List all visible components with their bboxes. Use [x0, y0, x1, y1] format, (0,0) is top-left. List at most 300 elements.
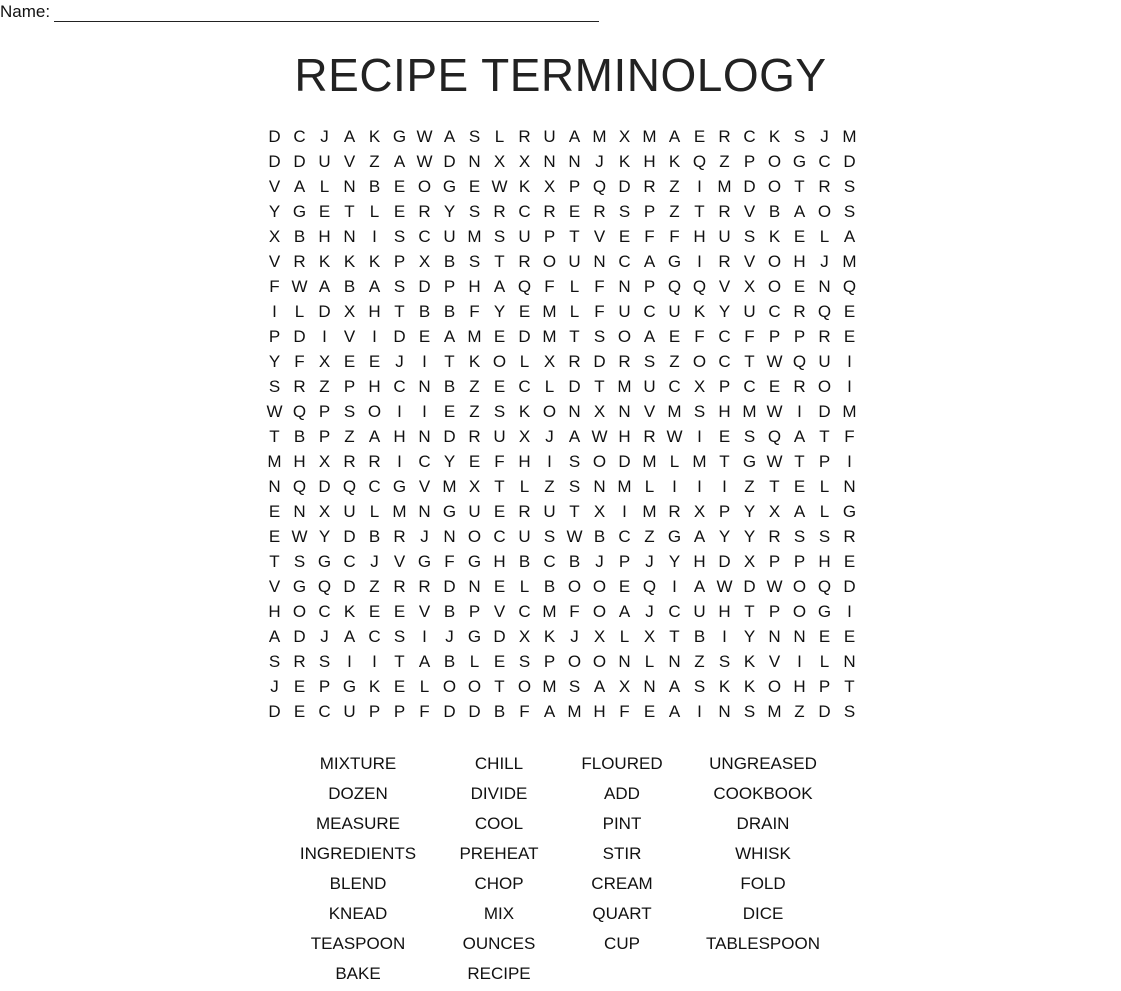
grid-letter[interactable]: J: [270, 677, 279, 696]
grid-letter[interactable]: Q: [792, 352, 807, 371]
grid-letter[interactable]: W: [591, 427, 608, 446]
grid-letter[interactable]: P: [793, 327, 806, 346]
grid-letter[interactable]: T: [394, 302, 405, 321]
grid-letter[interactable]: X: [318, 452, 331, 471]
grid-letter[interactable]: U: [543, 127, 556, 146]
grid-letter[interactable]: M: [442, 477, 457, 496]
grid-letter[interactable]: S: [693, 402, 706, 421]
grid-letter[interactable]: U: [518, 527, 531, 546]
grid-letter[interactable]: T: [769, 477, 780, 496]
grid-letter[interactable]: L: [419, 677, 430, 696]
grid-letter[interactable]: V: [743, 202, 756, 221]
grid-letter[interactable]: S: [393, 227, 406, 246]
grid-letter[interactable]: B: [543, 577, 556, 596]
grid-letter[interactable]: O: [292, 602, 307, 621]
grid-letter[interactable]: T: [444, 352, 455, 371]
grid-letter[interactable]: M: [467, 327, 482, 346]
grid-letter[interactable]: C: [393, 377, 406, 396]
grid-letter[interactable]: Q: [817, 302, 832, 321]
grid-letter[interactable]: R: [493, 202, 506, 221]
grid-letter[interactable]: O: [617, 327, 632, 346]
grid-letter[interactable]: T: [569, 502, 580, 521]
grid-letter[interactable]: L: [519, 577, 530, 596]
grid-letter[interactable]: L: [819, 227, 830, 246]
grid-letter[interactable]: J: [820, 252, 829, 271]
grid-letter[interactable]: Z: [669, 352, 680, 371]
grid-letter[interactable]: T: [569, 327, 580, 346]
grid-letter[interactable]: W: [766, 577, 783, 596]
grid-letter[interactable]: H: [493, 552, 506, 571]
grid-letter[interactable]: T: [794, 177, 805, 196]
grid-letter[interactable]: L: [294, 302, 305, 321]
grid-letter[interactable]: H: [618, 427, 631, 446]
grid-letter[interactable]: P: [543, 227, 556, 246]
grid-letter[interactable]: O: [417, 177, 432, 196]
grid-letter[interactable]: B: [443, 652, 456, 671]
grid-letter[interactable]: Q: [842, 277, 857, 296]
grid-letter[interactable]: F: [644, 227, 655, 246]
grid-letter[interactable]: F: [294, 352, 305, 371]
grid-letter[interactable]: A: [568, 127, 581, 146]
grid-letter[interactable]: Z: [644, 527, 655, 546]
grid-letter[interactable]: D: [443, 427, 456, 446]
grid-letter[interactable]: X: [618, 677, 631, 696]
grid-letter[interactable]: E: [493, 502, 506, 521]
grid-letter[interactable]: V: [418, 602, 431, 621]
grid-letter[interactable]: W: [766, 352, 783, 371]
grid-letter[interactable]: D: [593, 352, 606, 371]
grid-letter[interactable]: V: [718, 277, 731, 296]
grid-letter[interactable]: V: [768, 652, 781, 671]
grid-letter[interactable]: P: [268, 327, 281, 346]
grid-letter[interactable]: I: [422, 352, 427, 371]
grid-letter[interactable]: O: [492, 352, 507, 371]
grid-letter[interactable]: B: [593, 527, 606, 546]
grid-letter[interactable]: P: [543, 652, 556, 671]
grid-letter[interactable]: I: [697, 427, 702, 446]
grid-letter[interactable]: W: [291, 277, 308, 296]
grid-letter[interactable]: R: [718, 202, 731, 221]
grid-letter[interactable]: V: [393, 552, 406, 571]
grid-letter[interactable]: T: [744, 352, 755, 371]
grid-letter[interactable]: S: [468, 202, 481, 221]
grid-letter[interactable]: T: [794, 452, 805, 471]
grid-letter[interactable]: N: [618, 277, 631, 296]
grid-letter[interactable]: E: [418, 327, 431, 346]
grid-letter[interactable]: N: [468, 577, 481, 596]
grid-letter[interactable]: R: [518, 502, 531, 521]
grid-letter[interactable]: C: [343, 552, 356, 571]
grid-letter[interactable]: U: [618, 302, 631, 321]
grid-letter[interactable]: D: [743, 577, 756, 596]
grid-letter[interactable]: E: [443, 402, 456, 421]
grid-letter[interactable]: W: [416, 152, 433, 171]
grid-letter[interactable]: J: [820, 127, 829, 146]
grid-letter[interactable]: Z: [669, 202, 680, 221]
grid-letter[interactable]: T: [844, 677, 855, 696]
grid-letter[interactable]: W: [666, 427, 683, 446]
grid-letter[interactable]: I: [372, 652, 377, 671]
grid-letter[interactable]: Z: [344, 427, 355, 446]
grid-letter[interactable]: P: [793, 552, 806, 571]
grid-letter[interactable]: U: [718, 227, 731, 246]
grid-letter[interactable]: P: [318, 677, 331, 696]
grid-letter[interactable]: M: [542, 327, 557, 346]
grid-letter[interactable]: C: [718, 327, 731, 346]
grid-letter[interactable]: P: [768, 552, 781, 571]
grid-letter[interactable]: V: [268, 252, 281, 271]
grid-letter[interactable]: G: [667, 252, 682, 271]
grid-letter[interactable]: R: [568, 352, 581, 371]
grid-letter[interactable]: F: [744, 327, 755, 346]
grid-letter[interactable]: E: [518, 302, 531, 321]
grid-letter[interactable]: F: [469, 302, 480, 321]
grid-letter[interactable]: N: [568, 402, 581, 421]
grid-letter[interactable]: B: [443, 602, 456, 621]
grid-letter[interactable]: K: [368, 677, 381, 696]
grid-letter[interactable]: A: [693, 577, 706, 596]
grid-letter[interactable]: A: [443, 327, 456, 346]
grid-letter[interactable]: M: [617, 377, 632, 396]
grid-letter[interactable]: R: [393, 527, 406, 546]
grid-letter[interactable]: M: [567, 702, 582, 721]
grid-letter[interactable]: A: [793, 427, 806, 446]
grid-letter[interactable]: I: [272, 302, 277, 321]
grid-letter[interactable]: N: [843, 477, 856, 496]
grid-letter[interactable]: O: [767, 152, 782, 171]
grid-letter[interactable]: L: [819, 502, 830, 521]
grid-letter[interactable]: R: [543, 202, 556, 221]
grid-letter[interactable]: K: [768, 227, 781, 246]
grid-letter[interactable]: D: [293, 152, 306, 171]
grid-letter[interactable]: J: [320, 627, 329, 646]
grid-letter[interactable]: E: [843, 327, 856, 346]
grid-letter[interactable]: A: [393, 152, 406, 171]
grid-letter[interactable]: Y: [743, 627, 756, 646]
grid-letter[interactable]: P: [643, 202, 656, 221]
grid-letter[interactable]: J: [645, 552, 654, 571]
grid-letter[interactable]: F: [669, 227, 680, 246]
grid-letter[interactable]: K: [518, 402, 531, 421]
grid-letter[interactable]: G: [292, 202, 307, 221]
grid-letter[interactable]: I: [372, 327, 377, 346]
grid-letter[interactable]: J: [320, 127, 329, 146]
grid-letter[interactable]: P: [718, 502, 731, 521]
grid-letter[interactable]: Q: [817, 577, 832, 596]
grid-letter[interactable]: B: [418, 302, 431, 321]
grid-letter[interactable]: L: [519, 477, 530, 496]
grid-letter[interactable]: Z: [744, 477, 755, 496]
grid-letter[interactable]: E: [843, 302, 856, 321]
grid-letter[interactable]: R: [518, 127, 531, 146]
grid-letter[interactable]: X: [418, 252, 431, 271]
grid-letter[interactable]: D: [518, 327, 531, 346]
grid-letter[interactable]: A: [693, 527, 706, 546]
grid-letter[interactable]: N: [593, 477, 606, 496]
grid-letter[interactable]: N: [593, 252, 606, 271]
grid-letter[interactable]: U: [543, 502, 556, 521]
grid-letter[interactable]: X: [543, 177, 556, 196]
grid-letter[interactable]: J: [645, 602, 654, 621]
grid-letter[interactable]: O: [767, 277, 782, 296]
grid-letter[interactable]: V: [418, 477, 431, 496]
grid-letter[interactable]: Z: [719, 152, 730, 171]
grid-letter[interactable]: A: [368, 427, 381, 446]
grid-letter[interactable]: L: [569, 302, 580, 321]
grid-letter[interactable]: E: [568, 202, 581, 221]
grid-letter[interactable]: S: [393, 277, 406, 296]
grid-letter[interactable]: X: [493, 152, 506, 171]
grid-letter[interactable]: R: [518, 252, 531, 271]
grid-letter[interactable]: N: [293, 502, 306, 521]
grid-letter[interactable]: D: [293, 327, 306, 346]
grid-letter[interactable]: E: [368, 602, 381, 621]
grid-letter[interactable]: M: [392, 502, 407, 521]
grid-letter[interactable]: H: [293, 452, 306, 471]
grid-letter[interactable]: E: [268, 502, 281, 521]
grid-letter[interactable]: S: [468, 127, 481, 146]
grid-letter[interactable]: U: [518, 227, 531, 246]
grid-letter[interactable]: T: [394, 652, 405, 671]
grid-letter[interactable]: U: [443, 227, 456, 246]
grid-letter[interactable]: O: [592, 602, 607, 621]
grid-letter[interactable]: L: [369, 502, 380, 521]
grid-letter[interactable]: U: [343, 502, 356, 521]
grid-letter[interactable]: Y: [443, 452, 456, 471]
grid-letter[interactable]: I: [547, 452, 552, 471]
grid-letter[interactable]: I: [622, 502, 627, 521]
grid-letter[interactable]: E: [793, 477, 806, 496]
grid-letter[interactable]: Q: [317, 577, 332, 596]
grid-letter[interactable]: M: [642, 502, 657, 521]
grid-letter[interactable]: G: [792, 152, 807, 171]
grid-letter[interactable]: Z: [794, 702, 805, 721]
grid-letter[interactable]: Z: [544, 477, 555, 496]
grid-letter[interactable]: E: [843, 627, 856, 646]
grid-letter[interactable]: F: [569, 602, 580, 621]
grid-letter[interactable]: W: [716, 577, 733, 596]
grid-letter[interactable]: B: [443, 377, 456, 396]
grid-letter[interactable]: A: [568, 427, 581, 446]
grid-letter[interactable]: N: [343, 227, 356, 246]
grid-letter[interactable]: A: [493, 277, 506, 296]
grid-letter[interactable]: R: [718, 252, 731, 271]
grid-letter[interactable]: Y: [668, 552, 681, 571]
grid-letter[interactable]: I: [797, 402, 802, 421]
grid-letter[interactable]: C: [618, 252, 631, 271]
grid-letter[interactable]: A: [443, 127, 456, 146]
grid-letter[interactable]: S: [293, 552, 306, 571]
grid-letter[interactable]: S: [718, 652, 731, 671]
grid-letter[interactable]: F: [419, 702, 430, 721]
grid-letter[interactable]: O: [767, 252, 782, 271]
grid-letter[interactable]: E: [393, 602, 406, 621]
grid-letter[interactable]: H: [793, 252, 806, 271]
grid-letter[interactable]: L: [369, 202, 380, 221]
grid-letter[interactable]: T: [669, 627, 680, 646]
grid-letter[interactable]: I: [672, 477, 677, 496]
grid-letter[interactable]: L: [519, 352, 530, 371]
grid-letter[interactable]: N: [618, 402, 631, 421]
grid-letter[interactable]: I: [347, 652, 352, 671]
grid-letter[interactable]: J: [595, 552, 604, 571]
grid-letter[interactable]: D: [718, 552, 731, 571]
grid-letter[interactable]: T: [744, 602, 755, 621]
grid-letter[interactable]: I: [722, 627, 727, 646]
grid-letter[interactable]: K: [368, 127, 381, 146]
grid-letter[interactable]: M: [542, 602, 557, 621]
grid-letter[interactable]: Y: [743, 502, 756, 521]
grid-letter[interactable]: M: [692, 452, 707, 471]
grid-letter[interactable]: M: [617, 477, 632, 496]
grid-letter[interactable]: F: [444, 552, 455, 571]
grid-letter[interactable]: E: [843, 552, 856, 571]
grid-letter[interactable]: J: [445, 627, 454, 646]
grid-letter[interactable]: U: [693, 602, 706, 621]
grid-letter[interactable]: A: [643, 252, 656, 271]
grid-letter[interactable]: P: [343, 377, 356, 396]
grid-letter[interactable]: Z: [369, 152, 380, 171]
grid-letter[interactable]: I: [697, 177, 702, 196]
grid-letter[interactable]: C: [668, 377, 681, 396]
grid-letter[interactable]: P: [743, 152, 756, 171]
grid-letter[interactable]: C: [418, 227, 431, 246]
grid-letter[interactable]: L: [669, 452, 680, 471]
grid-letter[interactable]: H: [693, 227, 706, 246]
grid-letter[interactable]: A: [343, 627, 356, 646]
grid-letter[interactable]: Y: [268, 352, 281, 371]
grid-letter[interactable]: Q: [592, 177, 607, 196]
grid-letter[interactable]: X: [543, 352, 556, 371]
grid-letter[interactable]: T: [819, 427, 830, 446]
grid-letter[interactable]: E: [618, 577, 631, 596]
grid-letter[interactable]: M: [642, 127, 657, 146]
grid-letter[interactable]: P: [393, 252, 406, 271]
grid-letter[interactable]: E: [818, 627, 831, 646]
grid-letter[interactable]: I: [847, 352, 852, 371]
grid-letter[interactable]: V: [343, 152, 356, 171]
grid-letter[interactable]: F: [519, 702, 530, 721]
grid-letter[interactable]: K: [468, 352, 481, 371]
grid-letter[interactable]: S: [518, 652, 531, 671]
grid-letter[interactable]: P: [568, 177, 581, 196]
grid-letter[interactable]: F: [544, 277, 555, 296]
grid-letter[interactable]: C: [518, 377, 531, 396]
grid-letter[interactable]: O: [467, 527, 482, 546]
grid-letter[interactable]: R: [668, 502, 681, 521]
grid-letter[interactable]: E: [793, 277, 806, 296]
grid-letter[interactable]: V: [493, 602, 506, 621]
grid-letter[interactable]: A: [293, 177, 306, 196]
grid-letter[interactable]: D: [268, 702, 281, 721]
grid-letter[interactable]: I: [422, 402, 427, 421]
grid-letter[interactable]: K: [518, 177, 531, 196]
grid-letter[interactable]: E: [268, 527, 281, 546]
grid-letter[interactable]: N: [343, 177, 356, 196]
grid-letter[interactable]: C: [293, 127, 306, 146]
grid-letter[interactable]: A: [843, 227, 856, 246]
grid-letter[interactable]: S: [543, 527, 556, 546]
grid-letter[interactable]: A: [368, 277, 381, 296]
grid-letter[interactable]: I: [847, 602, 852, 621]
grid-letter[interactable]: O: [817, 202, 832, 221]
grid-letter[interactable]: I: [697, 702, 702, 721]
grid-letter[interactable]: R: [643, 177, 656, 196]
grid-letter[interactable]: E: [643, 702, 656, 721]
grid-letter[interactable]: K: [618, 152, 631, 171]
grid-letter[interactable]: E: [693, 127, 706, 146]
grid-letter[interactable]: D: [493, 627, 506, 646]
grid-letter[interactable]: S: [793, 127, 806, 146]
grid-letter[interactable]: E: [468, 452, 481, 471]
grid-letter[interactable]: J: [395, 352, 404, 371]
grid-letter[interactable]: D: [318, 302, 331, 321]
grid-letter[interactable]: D: [418, 277, 431, 296]
grid-letter[interactable]: X: [693, 377, 706, 396]
grid-letter[interactable]: Z: [369, 577, 380, 596]
grid-letter[interactable]: J: [595, 152, 604, 171]
grid-letter[interactable]: D: [468, 702, 481, 721]
grid-letter[interactable]: X: [468, 477, 481, 496]
grid-letter[interactable]: N: [443, 527, 456, 546]
grid-letter[interactable]: K: [743, 677, 756, 696]
grid-letter[interactable]: N: [643, 677, 656, 696]
grid-letter[interactable]: H: [643, 152, 656, 171]
grid-letter[interactable]: D: [818, 702, 831, 721]
grid-letter[interactable]: I: [797, 652, 802, 671]
grid-letter[interactable]: D: [743, 177, 756, 196]
grid-letter[interactable]: S: [593, 327, 606, 346]
grid-letter[interactable]: D: [393, 327, 406, 346]
grid-letter[interactable]: D: [318, 477, 331, 496]
grid-letter[interactable]: X: [693, 502, 706, 521]
grid-letter[interactable]: I: [847, 377, 852, 396]
grid-letter[interactable]: R: [593, 202, 606, 221]
grid-letter[interactable]: E: [393, 677, 406, 696]
grid-letter[interactable]: G: [292, 577, 307, 596]
grid-letter[interactable]: B: [368, 527, 381, 546]
grid-letter[interactable]: O: [767, 177, 782, 196]
grid-letter[interactable]: F: [619, 702, 630, 721]
grid-letter[interactable]: R: [718, 127, 731, 146]
grid-letter[interactable]: S: [268, 377, 281, 396]
grid-letter[interactable]: T: [569, 227, 580, 246]
grid-letter[interactable]: E: [368, 352, 381, 371]
grid-letter[interactable]: F: [844, 427, 855, 446]
grid-letter[interactable]: D: [843, 152, 856, 171]
grid-letter[interactable]: B: [768, 202, 781, 221]
grid-letter[interactable]: C: [318, 702, 331, 721]
grid-letter[interactable]: S: [843, 202, 856, 221]
grid-letter[interactable]: D: [443, 577, 456, 596]
grid-letter[interactable]: D: [818, 402, 831, 421]
grid-letter[interactable]: U: [668, 302, 681, 321]
grid-letter[interactable]: L: [619, 627, 630, 646]
grid-letter[interactable]: O: [592, 452, 607, 471]
grid-letter[interactable]: F: [594, 302, 605, 321]
grid-letter[interactable]: R: [293, 377, 306, 396]
grid-letter[interactable]: A: [668, 677, 681, 696]
grid-letter[interactable]: T: [494, 677, 505, 696]
grid-letter[interactable]: Y: [718, 302, 731, 321]
grid-letter[interactable]: Z: [694, 652, 705, 671]
grid-letter[interactable]: R: [468, 427, 481, 446]
grid-letter[interactable]: E: [768, 377, 781, 396]
grid-letter[interactable]: B: [493, 702, 506, 721]
grid-letter[interactable]: R: [618, 352, 631, 371]
grid-letter[interactable]: R: [418, 202, 431, 221]
grid-letter[interactable]: S: [793, 527, 806, 546]
